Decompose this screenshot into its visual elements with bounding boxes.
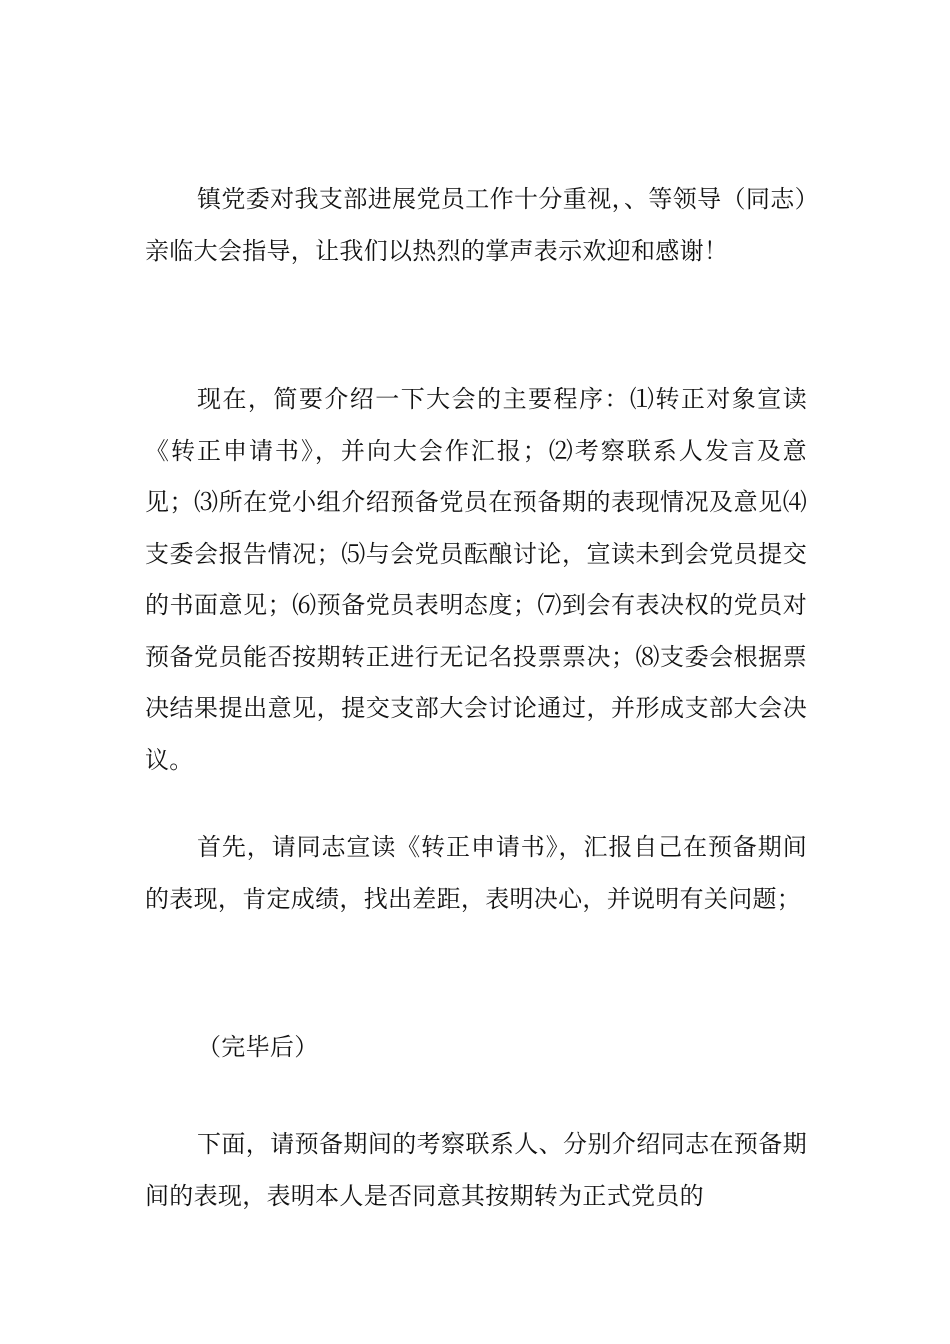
paragraph-after-completion: （完毕后） — [197, 1033, 319, 1061]
paragraph-contact-introduction: 下面，请预备期间的考察联系人、分别介绍同志在预备期间的表现，表明本人是否同意其按期转为正式党员的 — [145, 1130, 807, 1210]
paragraph-procedure: 现在，简要介绍一下大会的主要程序：⑴转正对象宣读《转正申请书》，并向大会作汇报；⑵考察联系人发言及意见；⑶所在党小组介绍预备党员在预备期的表现情况及意见⑷支委会报告情况；⑸与会党员酝酿讨论，宣读未到会党员提交的书面意见；⑹预备党员表明态度；⑺到会有表决权的党员对预备党员能否按期转正进行无记名投票票决；⑻支委会根据票决结果提出意见，提交支部大会讨论通过，并形成支部大会决议。 — [145, 385, 807, 774]
paragraph-welcome: 镇党委对我支部进展党员工作十分重视，、等领导（同志）亲临大会指导，让我们以热烈的掌声表示欢迎和感谢！ — [145, 185, 807, 265]
paragraph-application-reading: 首先，请同志宣读《转正申请书》，汇报自己在预备期间的表现，肯定成绩，找出差距，表明决心，并说明有关问题； — [145, 833, 807, 913]
